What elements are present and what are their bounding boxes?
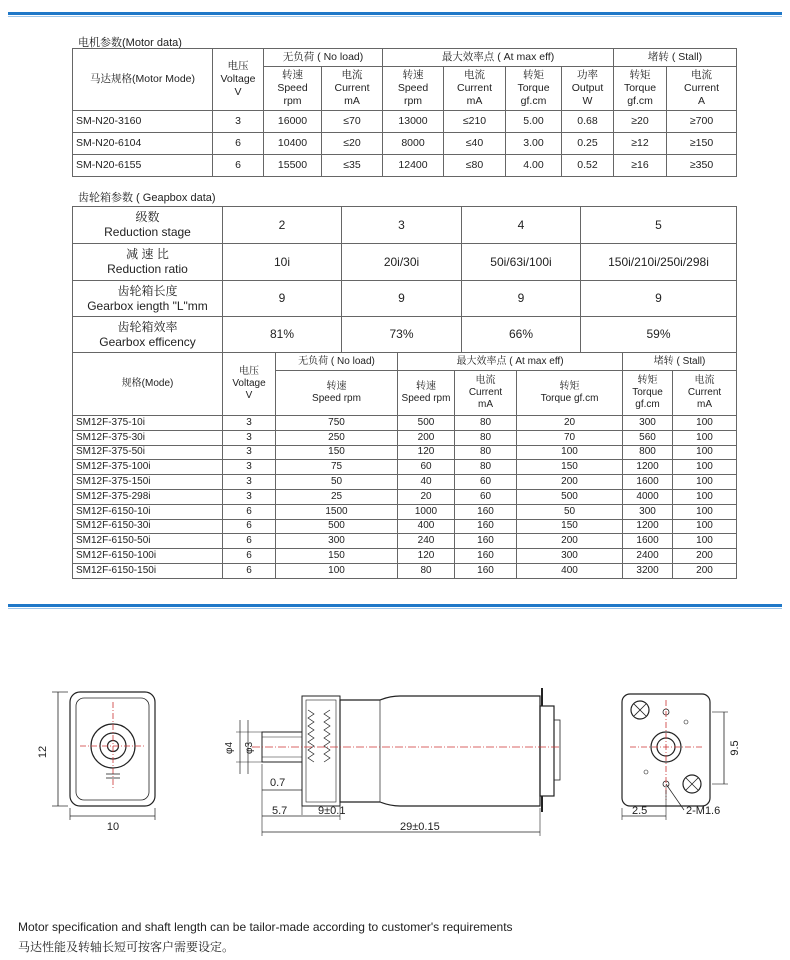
gm-eff-torque-header: 转矩 Torque gf.cm xyxy=(517,371,623,416)
row-value: 100 xyxy=(673,475,737,490)
motor-stall-current-header: 电流 Current A xyxy=(667,67,737,111)
footer-note-cn: 马达性能及转轴长短可按客户需要设定。 xyxy=(18,940,235,954)
motor-output-header: 功率 Output W xyxy=(562,67,614,111)
row-value: 160 xyxy=(455,549,517,564)
table-row xyxy=(73,416,737,431)
row-value: 150 xyxy=(517,519,623,534)
row-value: 80 xyxy=(455,460,517,475)
dim-shaft-d2: φ3 xyxy=(244,741,255,755)
middle-divider xyxy=(8,604,782,607)
row-value: 100 xyxy=(673,504,737,519)
motor-current-header: 电流 Current mA xyxy=(322,67,383,111)
motor-voltage-header: 电压 Voltage V xyxy=(213,49,264,111)
row-value: 6 xyxy=(223,519,276,534)
gearbox-row-ratio: 减 速 比 Reduction ratio 10i 20i/30i 50i/63i/100i 150i/210i/250i/298i xyxy=(73,244,737,281)
row-value: 1500 xyxy=(276,504,398,519)
gearmotor-data-table xyxy=(72,352,737,579)
gm-max-eff-header: 最大效率点 ( At max eff) xyxy=(398,353,623,371)
row-value: 100 xyxy=(276,563,398,578)
row-model: SM12F-375-10i xyxy=(73,416,223,431)
gearbox-row-stage: 级数 Reduction stage 2 3 4 5 xyxy=(73,207,737,244)
row-value: 1600 xyxy=(623,475,673,490)
row-model: SM12F-6150-150i xyxy=(73,563,223,578)
dim-rear-thread: 2-M1.6 xyxy=(686,805,721,817)
table-row xyxy=(73,489,737,504)
dim-29: 29±0.15 xyxy=(400,821,440,833)
row-model: SM12F-6150-50i xyxy=(73,534,223,549)
gm-no-load-header: 无负荷 ( No load) xyxy=(276,353,398,371)
top-divider xyxy=(8,12,782,15)
row-value: 100 xyxy=(517,445,623,460)
row-value: 400 xyxy=(517,563,623,578)
row-value: 50 xyxy=(517,504,623,519)
motor-eff-speed-header: 转速 Speed rpm xyxy=(383,67,444,111)
row-value: 80 xyxy=(398,563,455,578)
row-value: 560 xyxy=(623,430,673,445)
row-value: 3 xyxy=(223,430,276,445)
technical-drawing xyxy=(0,640,790,850)
table-row xyxy=(73,563,737,578)
row-value: 100 xyxy=(673,489,737,504)
row-value: 100 xyxy=(673,460,737,475)
row-value: 100 xyxy=(673,430,737,445)
row-value: 70 xyxy=(517,430,623,445)
gm-stall-current-header: 电流 Current mA xyxy=(673,371,737,416)
table-row xyxy=(73,430,737,445)
motor-no-load-header: 无负荷 ( No load) xyxy=(264,49,383,67)
row-value: 1200 xyxy=(623,460,673,475)
row-value: 1600 xyxy=(623,534,673,549)
row-value: 3 xyxy=(223,416,276,431)
table-row xyxy=(73,519,737,534)
row-value: 60 xyxy=(398,460,455,475)
row-value: 300 xyxy=(623,504,673,519)
middle-divider-thin xyxy=(8,608,782,609)
motor-eff-torque-header: 转矩 Torque gf.cm xyxy=(506,67,562,111)
row-value: 120 xyxy=(398,445,455,460)
dim-front-height: 12 xyxy=(37,745,49,759)
row-value: 80 xyxy=(455,445,517,460)
row-value: 1000 xyxy=(398,504,455,519)
gm-stall-torque-header: 转矩 Torque gf.cm xyxy=(623,371,673,416)
dim-front-width: 10 xyxy=(106,821,120,833)
row-model: SM12F-375-150i xyxy=(73,475,223,490)
row-value: 200 xyxy=(517,475,623,490)
row-value: 150 xyxy=(517,460,623,475)
row-value: 150 xyxy=(276,549,398,564)
row-value: 160 xyxy=(455,563,517,578)
row-value: 3 xyxy=(223,445,276,460)
table-row: SM-N20-6155 6 15500 ≤35 12400 ≤80 4.00 0.52 ≥16 ≥350 xyxy=(73,155,737,177)
row-value: 500 xyxy=(276,519,398,534)
table-row xyxy=(73,534,737,549)
row-value: 60 xyxy=(455,475,517,490)
footer-note-en: Motor specification and shaft length can be tailor-made according to customer's requirements xyxy=(18,920,513,934)
row-value: 3 xyxy=(223,475,276,490)
motor-speed-header: 转速 Speed rpm xyxy=(264,67,322,111)
dim-rear-offset: 2.5 xyxy=(632,805,648,817)
row-value: 3 xyxy=(223,489,276,504)
motor-data-title: 电机参数(Motor data) xyxy=(78,37,182,49)
row-model: SM12F-6150-100i xyxy=(73,549,223,564)
gm-speed-header: 转速 Speed rpm xyxy=(276,371,398,416)
row-value: 150 xyxy=(276,445,398,460)
row-value: 60 xyxy=(455,489,517,504)
row-value: 300 xyxy=(517,549,623,564)
row-value: 120 xyxy=(398,549,455,564)
row-value: 500 xyxy=(398,416,455,431)
dim-rear-height: 9.5 xyxy=(729,740,741,756)
row-value: 40 xyxy=(398,475,455,490)
row-value: 250 xyxy=(276,430,398,445)
table-row: SM-N20-6104 6 10400 ≤20 8000 ≤40 3.00 0.25 ≥12 ≥150 xyxy=(73,133,737,155)
table-row xyxy=(73,475,737,490)
row-model: SM12F-375-298i xyxy=(73,489,223,504)
row-value: 200 xyxy=(673,563,737,578)
dim-9: 9±0.1 xyxy=(318,805,346,817)
row-value: 1200 xyxy=(623,519,673,534)
motor-model-header: 马达规格(Motor Mode) xyxy=(73,49,213,111)
row-value: 160 xyxy=(455,534,517,549)
table-row xyxy=(73,445,737,460)
row-model: SM12F-375-50i xyxy=(73,445,223,460)
row-value: 100 xyxy=(673,416,737,431)
row-value: 3 xyxy=(223,460,276,475)
row-value: 100 xyxy=(673,534,737,549)
row-value: 300 xyxy=(623,416,673,431)
row-model: SM12F-6150-30i xyxy=(73,519,223,534)
rear-view-drawing xyxy=(622,694,728,820)
row-value: 25 xyxy=(276,489,398,504)
row-value: 6 xyxy=(223,504,276,519)
gm-eff-speed-header: 转速 Speed rpm xyxy=(398,371,455,416)
row-value: 160 xyxy=(455,519,517,534)
row-value: 20 xyxy=(517,416,623,431)
table-row xyxy=(73,504,737,519)
row-value: 75 xyxy=(276,460,398,475)
row-model: SM12F-375-30i xyxy=(73,430,223,445)
table-row xyxy=(73,549,737,564)
gm-voltage-header: 电压 Voltage V xyxy=(223,353,276,416)
row-value: 100 xyxy=(673,519,737,534)
motor-max-eff-header: 最大效率点 ( At max eff) xyxy=(383,49,614,67)
row-value: 500 xyxy=(517,489,623,504)
row-value: 4000 xyxy=(623,489,673,504)
gearbox-data-table xyxy=(72,206,737,353)
row-value: 6 xyxy=(223,549,276,564)
row-value: 50 xyxy=(276,475,398,490)
table-row: SM-N20-3160 3 16000 ≤70 13000 ≤210 5.00 0.68 ≥20 ≥700 xyxy=(73,111,737,133)
row-value: 800 xyxy=(623,445,673,460)
dim-07: 0.7 xyxy=(270,777,286,789)
motor-data-table xyxy=(72,48,737,177)
gearbox-row-efficiency: 齿轮箱效率 Gearbox efficency 81% 73% 66% 59% xyxy=(73,317,737,353)
gm-model-header: 规格(Mode) xyxy=(73,353,223,416)
row-model: SM12F-375-100i xyxy=(73,460,223,475)
table-row xyxy=(73,460,737,475)
row-value: 160 xyxy=(455,504,517,519)
row-value: 6 xyxy=(223,534,276,549)
row-value: 2400 xyxy=(623,549,673,564)
row-value: 3200 xyxy=(623,563,673,578)
row-value: 400 xyxy=(398,519,455,534)
motor-eff-current-header: 电流 Current mA xyxy=(444,67,506,111)
row-value: 200 xyxy=(517,534,623,549)
row-value: 100 xyxy=(673,445,737,460)
motor-stall-torque-header: 转矩 Torque gf.cm xyxy=(614,67,667,111)
row-model: SM12F-6150-10i xyxy=(73,504,223,519)
dim-shaft-d1: φ4 xyxy=(224,741,235,755)
row-value: 300 xyxy=(276,534,398,549)
gm-eff-current-header: 电流 Current mA xyxy=(455,371,517,416)
row-value: 6 xyxy=(223,563,276,578)
motor-stall-header: 堵转 ( Stall) xyxy=(614,49,737,67)
row-value: 80 xyxy=(455,430,517,445)
row-value: 240 xyxy=(398,534,455,549)
row-value: 80 xyxy=(455,416,517,431)
top-divider-thin xyxy=(8,16,782,17)
row-value: 750 xyxy=(276,416,398,431)
dim-57: 5.7 xyxy=(272,805,288,817)
front-view-drawing xyxy=(52,692,155,820)
gearbox-row-length: 齿轮箱长度 Gearbox iength "L"mm 9 9 9 9 xyxy=(73,281,737,317)
row-value: 200 xyxy=(398,430,455,445)
row-value: 200 xyxy=(673,549,737,564)
gearbox-data-title: 齿轮箱参数 ( Geapbox data) xyxy=(78,192,216,204)
gm-stall-header: 堵转 ( Stall) xyxy=(623,353,737,371)
row-value: 20 xyxy=(398,489,455,504)
